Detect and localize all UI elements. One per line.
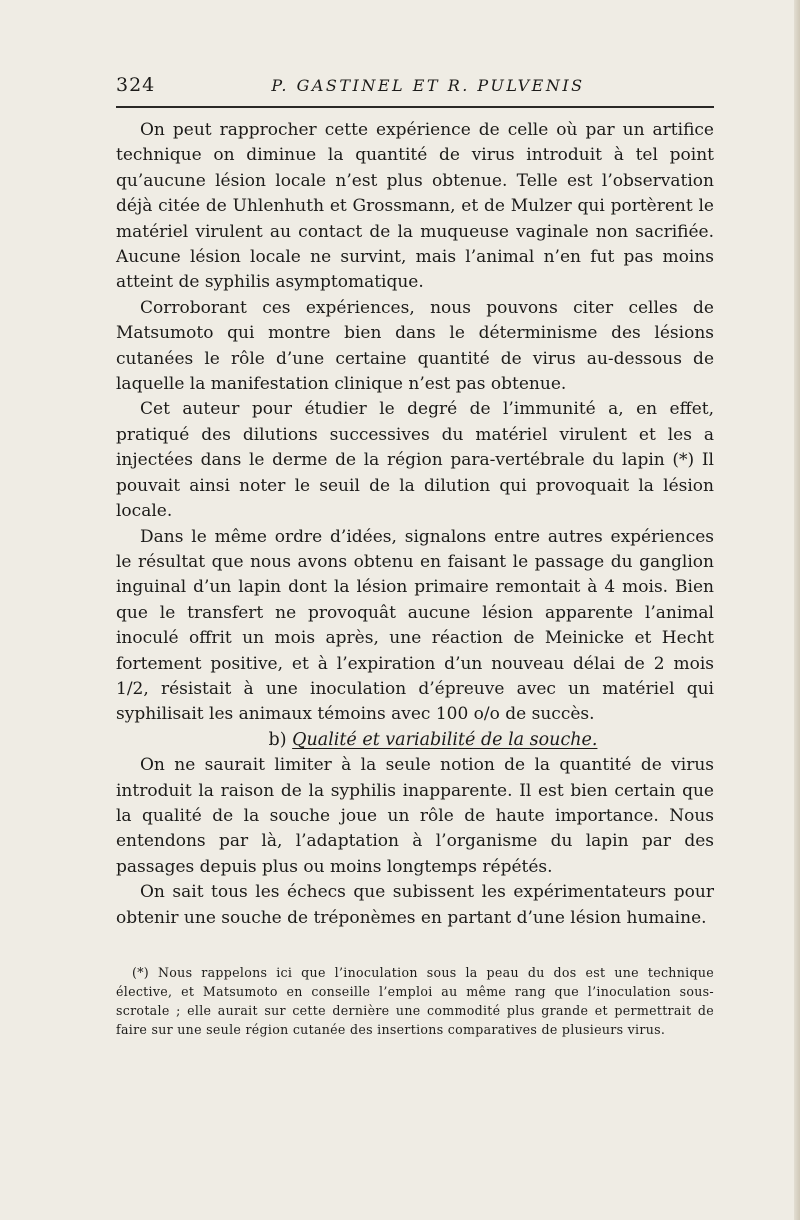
paragraph: On ne saurait limiter à la seule notion de la quantité de virus introduit la raison de la syphilis inapparente. Il est bien certain que la qualité de la souche joue un rôle de haute importance. Nous entendons par là, l’adaptation à l’organisme du lapin par des passages depuis plus ou moins longtemps répétés. bbox=[116, 755, 714, 877]
body-text bbox=[116, 118, 714, 931]
section-heading bbox=[116, 728, 714, 753]
paragraph: Corroborant ces expériences, nous pouvons citer celles de Matsumoto qui montre bien dans le déterminisme des lésions cutanées le rôle d’une certaine quantité de virus au-dessous de laquelle la manifestation clinique n’est pas obtenue. bbox=[116, 297, 714, 395]
section-title: Qualité et variabilité de la souche. bbox=[292, 729, 598, 750]
page-number: 324 bbox=[116, 74, 156, 96]
header-rule bbox=[116, 106, 714, 108]
running-title: P. GASTINEL ET R. PULVENIS bbox=[271, 76, 585, 95]
section-label: b) bbox=[268, 729, 287, 750]
footnote bbox=[116, 963, 714, 1039]
footnote-text: (*) Nous rappelons ici que l’inoculation sous la peau du dos est une technique élective, et Matsumoto en conseille l’emploi au même rang que l’inoculation sous-scrotale ; elle aurait sur cette dernière une commodité plus grande et permettrait de faire sur une seule région cutanée des insertions comparatives de plusieurs virus. bbox=[116, 965, 714, 1037]
page-header bbox=[116, 72, 714, 102]
paragraph: Dans le même ordre d’idées, signalons entre autres expériences le résultat que nous avons obtenu en faisant le passage du ganglion inguinal d’un lapin dont la lésion primaire remontait à 4 mois. Bien que le transfert ne provoquât aucune lésion apparente l’animal inoculé offrit un mois après, une réaction de Meinicke et Hecht fortement positive, et à l’expiration d’un nouveau délai de 2 mois 1/2, résistait à une inoculation d’épreuve avec un matériel qui syphilisait les animaux témoins avec 100 o/o de succès. bbox=[116, 526, 714, 725]
paragraph: On sait tous les échecs que subissent les expérimentateurs pour obtenir une souche de tréponèmes en partant d’une lésion humaine. bbox=[116, 882, 714, 928]
page-edge bbox=[794, 0, 800, 1220]
paragraph: Cet auteur pour étudier le degré de l’immunité a, en effet, pratiqué des dilutions successives du matériel virulent et les a injectées dans le derme de la région para-vertébrale du lapin (*) Il pouvait ainsi noter le seuil de la dilution qui provoquait la lésion locale. bbox=[116, 399, 714, 522]
paragraph: On peut rapprocher cette expérience de celle où par un artifice technique on diminue la quantité de virus introduit à tel point qu’aucune lésion locale n’est plus obtenue. Telle est l’observation déjà citée de Uhlenhuth et Grossmann, et de Mulzer qui portèrent le matériel virulent au contact de la muqueuse vaginale non sacrifiée. Aucune lésion locale ne survint, mais l’animal n’en fut pas moins atteint de syphilis asymptomatique. bbox=[116, 120, 714, 293]
